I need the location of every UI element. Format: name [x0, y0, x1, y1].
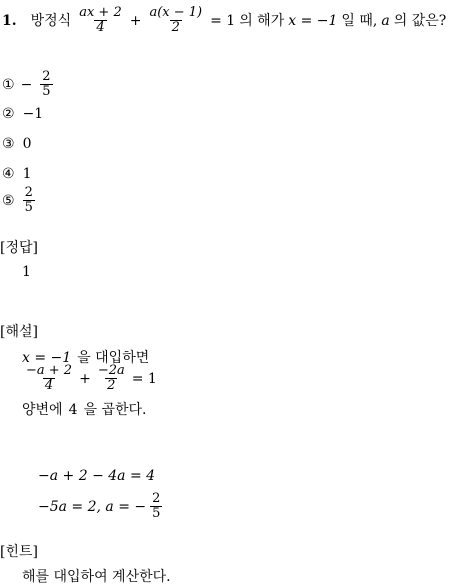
solution-line-1-text: 을 대입하면	[77, 350, 150, 366]
question-fraction-2	[147, 6, 204, 35]
option-numerator: 2	[24, 185, 33, 200]
option-5[interactable]	[2, 186, 37, 215]
option-denominator: 5	[42, 84, 51, 99]
option-marker: ③	[2, 136, 15, 152]
answer-value: 1	[22, 264, 31, 280]
solution-fraction-2	[96, 364, 127, 393]
solution-line-3	[22, 402, 147, 418]
option-fraction	[23, 186, 35, 215]
solution-fraction-1-denominator: 4	[44, 378, 54, 393]
solution-fraction-1	[24, 364, 74, 393]
solution-substitution: x = −1	[22, 350, 72, 366]
option-numerator: 2	[42, 69, 51, 84]
option-denominator: 5	[24, 200, 33, 215]
question-fraction-1	[77, 6, 124, 35]
solution-step-2-fraction	[150, 492, 162, 521]
hint-text: 해를 대입하여 계산한다.	[22, 569, 171, 585]
solution-line-3-text-2: 을 곱한다.	[83, 402, 147, 418]
option-value: −1	[22, 106, 44, 122]
question-text-1: 의 해가	[239, 12, 285, 29]
answer-label: [정답]	[0, 240, 38, 256]
fraction-2-denominator: 2	[171, 20, 180, 35]
option-1[interactable]	[2, 70, 55, 99]
option-marker: ①	[2, 76, 15, 93]
option-sign: −	[20, 76, 33, 93]
fraction-2-numerator: a(x − 1)	[149, 5, 203, 20]
fraction-1-denominator: 4	[96, 20, 105, 35]
solution-fraction-2-denominator: 2	[107, 378, 116, 393]
question-lead: 방정식	[30, 12, 72, 29]
plus-sign: +	[129, 12, 142, 29]
solution-step-2-denominator: 5	[152, 506, 161, 521]
option-fraction	[40, 70, 52, 99]
solution-equation	[22, 364, 157, 393]
option-3[interactable]	[2, 136, 31, 152]
option-marker: ②	[2, 106, 15, 122]
question-condition: x = −1	[288, 12, 338, 29]
solution-line-3-text-1: 양변에	[22, 402, 63, 418]
option-marker: ④	[2, 166, 15, 182]
hint-label: [힌트]	[0, 544, 38, 560]
solution-step-2-lead: −5a = 2, a = −	[38, 498, 147, 515]
solution-line-3-number: 4	[68, 402, 78, 418]
option-4[interactable]	[2, 166, 31, 182]
option-2[interactable]	[2, 106, 43, 122]
option-value: 0	[22, 136, 32, 152]
solution-fraction-2-numerator: −2a	[97, 363, 125, 378]
solution-step-2-numerator: 2	[152, 491, 161, 506]
solution-rhs: = 1	[131, 370, 157, 387]
question-rhs: = 1	[210, 12, 236, 29]
question-number: 1.	[2, 12, 17, 29]
question	[2, 6, 446, 35]
solution-fraction-1-numerator: −a + 2	[26, 363, 73, 378]
fraction-1-numerator: ax + 2	[79, 5, 122, 20]
question-variable: a	[381, 12, 390, 29]
question-text-3: 의 값은?	[393, 12, 447, 29]
option-marker: ⑤	[2, 192, 15, 209]
solution-step-1: −a + 2 − 4a = 4	[38, 468, 156, 484]
solution-label: [해설]	[0, 324, 38, 340]
option-value: 1	[22, 166, 32, 182]
solution-plus: +	[79, 370, 91, 387]
solution-step-2	[38, 492, 164, 521]
question-text-2: 일 때,	[341, 12, 378, 29]
